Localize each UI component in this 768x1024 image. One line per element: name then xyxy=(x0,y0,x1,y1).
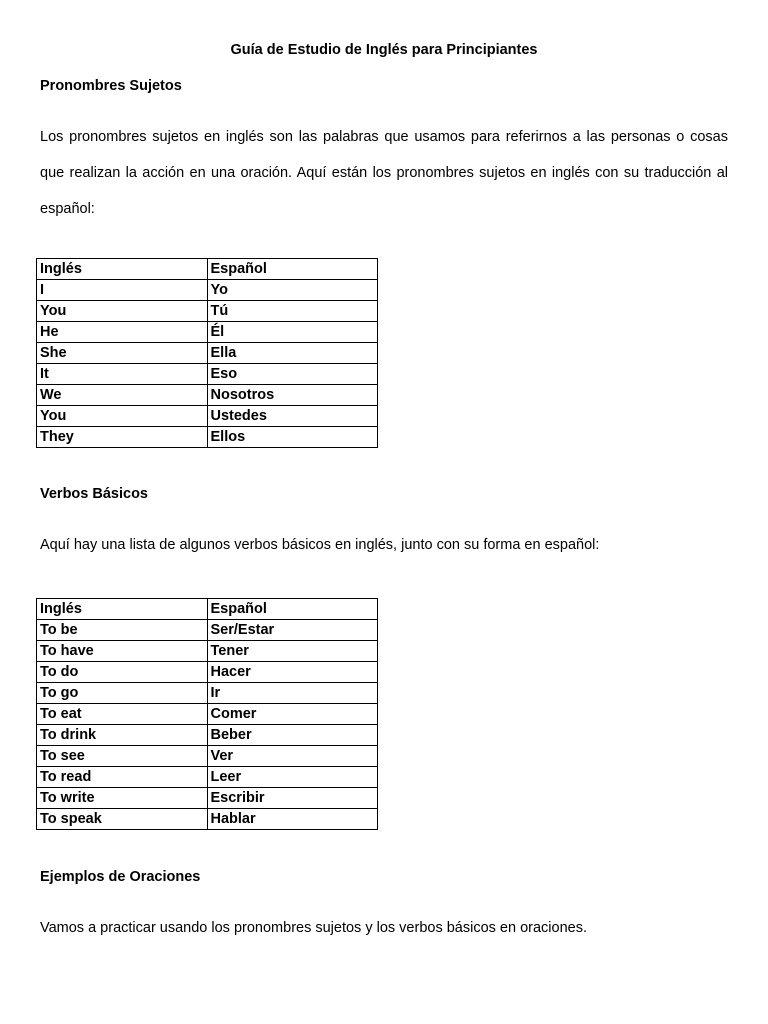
spanish-cell: Yo xyxy=(207,280,378,301)
spanish-cell: Nosotros xyxy=(207,385,378,406)
pronouns-paragraph: Los pronombres sujetos en inglés son las palabras que usamos para referirnos a las personas o cosas que realizan la acción en una oración. Aquí están los pronombres sujetos en inglés con su traducción al español: xyxy=(40,129,728,217)
spanish-cell: Hablar xyxy=(207,809,378,830)
table-row xyxy=(37,280,378,301)
examples-paragraph: Vamos a practicar usando los pronombres sujetos y los verbos básicos en oraciones. xyxy=(40,920,587,936)
table-row xyxy=(37,406,378,427)
column-header-spanish: Español xyxy=(207,259,378,280)
spanish-cell: Ir xyxy=(207,683,378,704)
table-row xyxy=(37,788,378,809)
spanish-cell: Beber xyxy=(207,725,378,746)
english-cell: We xyxy=(37,385,208,406)
spanish-cell: Ellos xyxy=(207,427,378,448)
english-cell: They xyxy=(37,427,208,448)
table-row xyxy=(37,322,378,343)
english-cell: To have xyxy=(37,641,208,662)
english-cell: To go xyxy=(37,683,208,704)
english-cell: It xyxy=(37,364,208,385)
spanish-cell: Ella xyxy=(207,343,378,364)
english-cell: She xyxy=(37,343,208,364)
pronouns-table xyxy=(36,258,378,448)
english-cell: To see xyxy=(37,746,208,767)
column-header-english: Inglés xyxy=(37,259,208,280)
table-row xyxy=(37,620,378,641)
english-cell: You xyxy=(37,406,208,427)
table-row xyxy=(37,641,378,662)
english-cell: To be xyxy=(37,620,208,641)
spanish-cell: Tú xyxy=(207,301,378,322)
table-header-row xyxy=(37,599,378,620)
english-cell: To drink xyxy=(37,725,208,746)
table-row xyxy=(37,767,378,788)
spanish-cell: Hacer xyxy=(207,662,378,683)
table-row xyxy=(37,725,378,746)
examples-heading: Ejemplos de Oraciones xyxy=(40,869,201,885)
spanish-cell: Ustedes xyxy=(207,406,378,427)
table-row xyxy=(37,301,378,322)
column-header-spanish: Español xyxy=(207,599,378,620)
verbs-paragraph: Aquí hay una lista de algunos verbos básicos en inglés, junto con su forma en español: xyxy=(40,537,600,553)
table-header-row xyxy=(37,259,378,280)
table-row xyxy=(37,704,378,725)
table-row xyxy=(37,746,378,767)
spanish-cell: Tener xyxy=(207,641,378,662)
spanish-cell: Comer xyxy=(207,704,378,725)
english-cell: To do xyxy=(37,662,208,683)
english-cell: To read xyxy=(37,767,208,788)
table-row xyxy=(37,364,378,385)
spanish-cell: Escribir xyxy=(207,788,378,809)
verbs-table xyxy=(36,598,378,830)
column-header-english: Inglés xyxy=(37,599,208,620)
spanish-cell: Él xyxy=(207,322,378,343)
pronouns-heading: Pronombres Sujetos xyxy=(40,78,182,94)
english-cell: You xyxy=(37,301,208,322)
table-row xyxy=(37,683,378,704)
spanish-cell: Eso xyxy=(207,364,378,385)
table-row xyxy=(37,343,378,364)
english-cell: I xyxy=(37,280,208,301)
english-cell: To speak xyxy=(37,809,208,830)
table-row xyxy=(37,385,378,406)
table-row xyxy=(37,427,378,448)
table-row xyxy=(37,662,378,683)
verbs-heading: Verbos Básicos xyxy=(40,486,148,502)
english-cell: He xyxy=(37,322,208,343)
document-title: Guía de Estudio de Inglés para Principiantes xyxy=(230,42,538,58)
english-cell: To eat xyxy=(37,704,208,725)
english-cell: To write xyxy=(37,788,208,809)
spanish-cell: Leer xyxy=(207,767,378,788)
spanish-cell: Ver xyxy=(207,746,378,767)
spanish-cell: Ser/Estar xyxy=(207,620,378,641)
table-row xyxy=(37,809,378,830)
